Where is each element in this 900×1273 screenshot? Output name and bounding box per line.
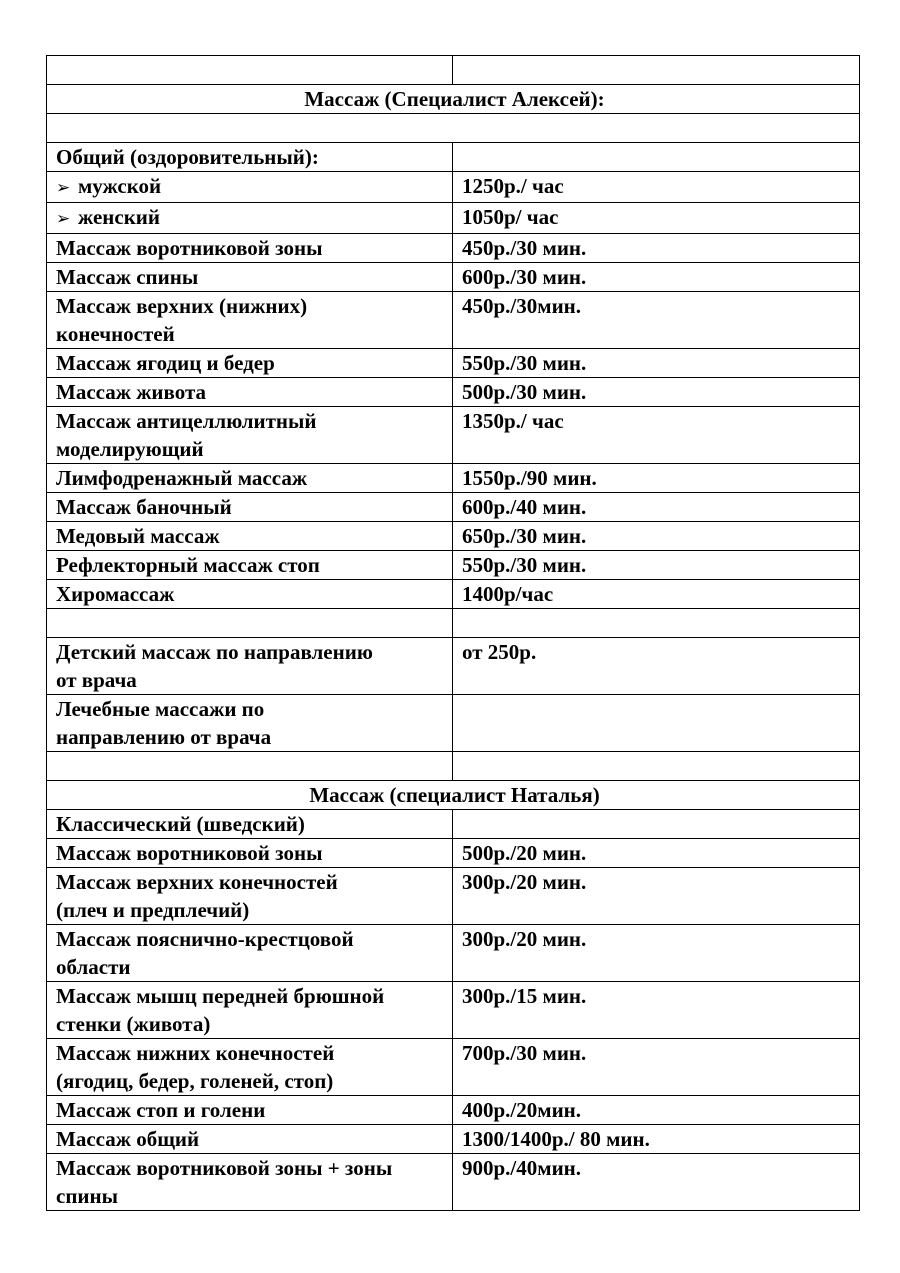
service-name: Массаж баночный <box>47 493 453 522</box>
table-row <box>47 580 860 609</box>
arrow-bullet-icon: ➢ <box>56 209 71 229</box>
service-name-male <box>47 172 453 203</box>
service-name-line: стенки (живота) <box>56 1012 211 1036</box>
table-row <box>47 551 860 580</box>
service-name: Массаж стоп и голени <box>47 1096 453 1125</box>
empty-cell <box>453 695 860 752</box>
section-header-row <box>47 781 860 810</box>
service-name-line: направлению от врача <box>56 725 272 749</box>
service-price: от 250р. <box>453 638 860 695</box>
service-price: 1300/1400р./ 80 мин. <box>453 1125 860 1154</box>
general-massage-label: Общий (оздоровительный): <box>47 143 453 172</box>
table-row <box>47 839 860 868</box>
table-row <box>47 349 860 378</box>
service-name-female <box>47 203 453 234</box>
empty-cell <box>47 752 453 781</box>
empty-cell <box>47 56 453 85</box>
service-price: 700р./30 мин. <box>453 1039 860 1096</box>
table-row <box>47 982 860 1039</box>
price-table <box>46 55 860 1211</box>
service-name: Массаж воротниковой зоны <box>47 839 453 868</box>
service-name: Медовый массаж <box>47 522 453 551</box>
service-name-line: Массаж воротниковой зоны + зоны <box>56 1156 393 1180</box>
table-row <box>47 1154 860 1211</box>
service-price: 300р./15 мин. <box>453 982 860 1039</box>
table-row <box>47 203 860 234</box>
table-row <box>47 522 860 551</box>
service-name <box>47 925 453 982</box>
service-name: Рефлекторный массаж стоп <box>47 551 453 580</box>
table-row <box>47 493 860 522</box>
table-row <box>47 695 860 752</box>
service-name-line: конечностей <box>56 322 175 346</box>
table-row <box>47 868 860 925</box>
service-price: 450р./30 мин. <box>453 234 860 263</box>
classic-massage-label: Классический (шведский) <box>47 810 453 839</box>
service-name <box>47 638 453 695</box>
service-name: Массаж воротниковой зоны <box>47 234 453 263</box>
service-name: Хиромассаж <box>47 580 453 609</box>
service-price: 650р./30 мин. <box>453 522 860 551</box>
service-price: 900р./40мин. <box>453 1154 860 1211</box>
service-name <box>47 868 453 925</box>
section-header-row <box>47 85 860 114</box>
service-price: 600р./30 мин. <box>453 263 860 292</box>
empty-cell <box>47 609 453 638</box>
table-row-empty <box>47 609 860 638</box>
service-name <box>47 695 453 752</box>
service-name-line: Массаж мышц передней брюшной <box>56 984 385 1008</box>
service-price: 1350р./ час <box>453 407 860 464</box>
service-name: Массаж живота <box>47 378 453 407</box>
service-price: 1250р./ час <box>453 172 860 203</box>
empty-cell <box>47 114 860 143</box>
service-name: Лимфодренажный массаж <box>47 464 453 493</box>
service-name-line: Лечебные массажи по <box>56 697 265 721</box>
service-name: Массаж ягодиц и бедер <box>47 349 453 378</box>
empty-cell <box>453 609 860 638</box>
table-row <box>47 638 860 695</box>
service-name-line: моделирующий <box>56 437 204 461</box>
table-row <box>47 1125 860 1154</box>
service-name <box>47 1039 453 1096</box>
table-row <box>47 407 860 464</box>
service-price: 550р./30 мин. <box>453 551 860 580</box>
service-name: Массаж спины <box>47 263 453 292</box>
service-label: мужской <box>78 174 162 198</box>
service-name-line: Массаж пояснично-крестцовой <box>56 927 354 951</box>
table-row-empty <box>47 56 860 85</box>
table-row <box>47 1096 860 1125</box>
service-name <box>47 292 453 349</box>
table-row <box>47 292 860 349</box>
service-price: 600р./40 мин. <box>453 493 860 522</box>
service-name-line: от врача <box>56 668 137 692</box>
service-price: 300р./20 мин. <box>453 925 860 982</box>
service-name-line: области <box>56 955 131 979</box>
service-name-line: (плеч и предплечий) <box>56 898 250 922</box>
service-name-line: Массаж антицеллюлитный <box>56 409 317 433</box>
service-name-line: (ягодиц, бедер, голеней, стоп) <box>56 1069 334 1093</box>
empty-cell <box>453 56 860 85</box>
section-title-alexey: Массаж (Специалист Алексей): <box>47 85 860 114</box>
table-row <box>47 378 860 407</box>
table-row <box>47 925 860 982</box>
service-price: 400р./20мин. <box>453 1096 860 1125</box>
section-title-natalya: Массаж (специалист Наталья) <box>47 781 860 810</box>
table-row-empty <box>47 114 860 143</box>
service-price: 300р./20 мин. <box>453 868 860 925</box>
service-price: 500р./20 мин. <box>453 839 860 868</box>
table-row <box>47 1039 860 1096</box>
table-row <box>47 172 860 203</box>
table-row <box>47 464 860 493</box>
service-price: 1400р/час <box>453 580 860 609</box>
table-row-empty <box>47 752 860 781</box>
service-name <box>47 1154 453 1211</box>
service-label: женский <box>78 205 160 229</box>
table-row <box>47 810 860 839</box>
table-row <box>47 234 860 263</box>
empty-cell <box>453 752 860 781</box>
service-name-line: Массаж нижних конечностей <box>56 1041 335 1065</box>
service-name-line: спины <box>56 1184 119 1208</box>
service-price: 1550р./90 мин. <box>453 464 860 493</box>
service-name-line: Массаж верхних конечностей <box>56 870 338 894</box>
table-row <box>47 143 860 172</box>
service-name: Массаж общий <box>47 1125 453 1154</box>
empty-cell <box>453 810 860 839</box>
service-price: 550р./30 мин. <box>453 349 860 378</box>
service-name <box>47 407 453 464</box>
table-row <box>47 263 860 292</box>
service-price: 500р./30 мин. <box>453 378 860 407</box>
service-name-line: Детский массаж по направлению <box>56 640 373 664</box>
service-name <box>47 982 453 1039</box>
service-price: 450р./30мин. <box>453 292 860 349</box>
empty-cell <box>453 143 860 172</box>
service-name-line: Массаж верхних (нижних) <box>56 294 308 318</box>
service-price: 1050р/ час <box>453 203 860 234</box>
arrow-bullet-icon: ➢ <box>56 178 71 198</box>
